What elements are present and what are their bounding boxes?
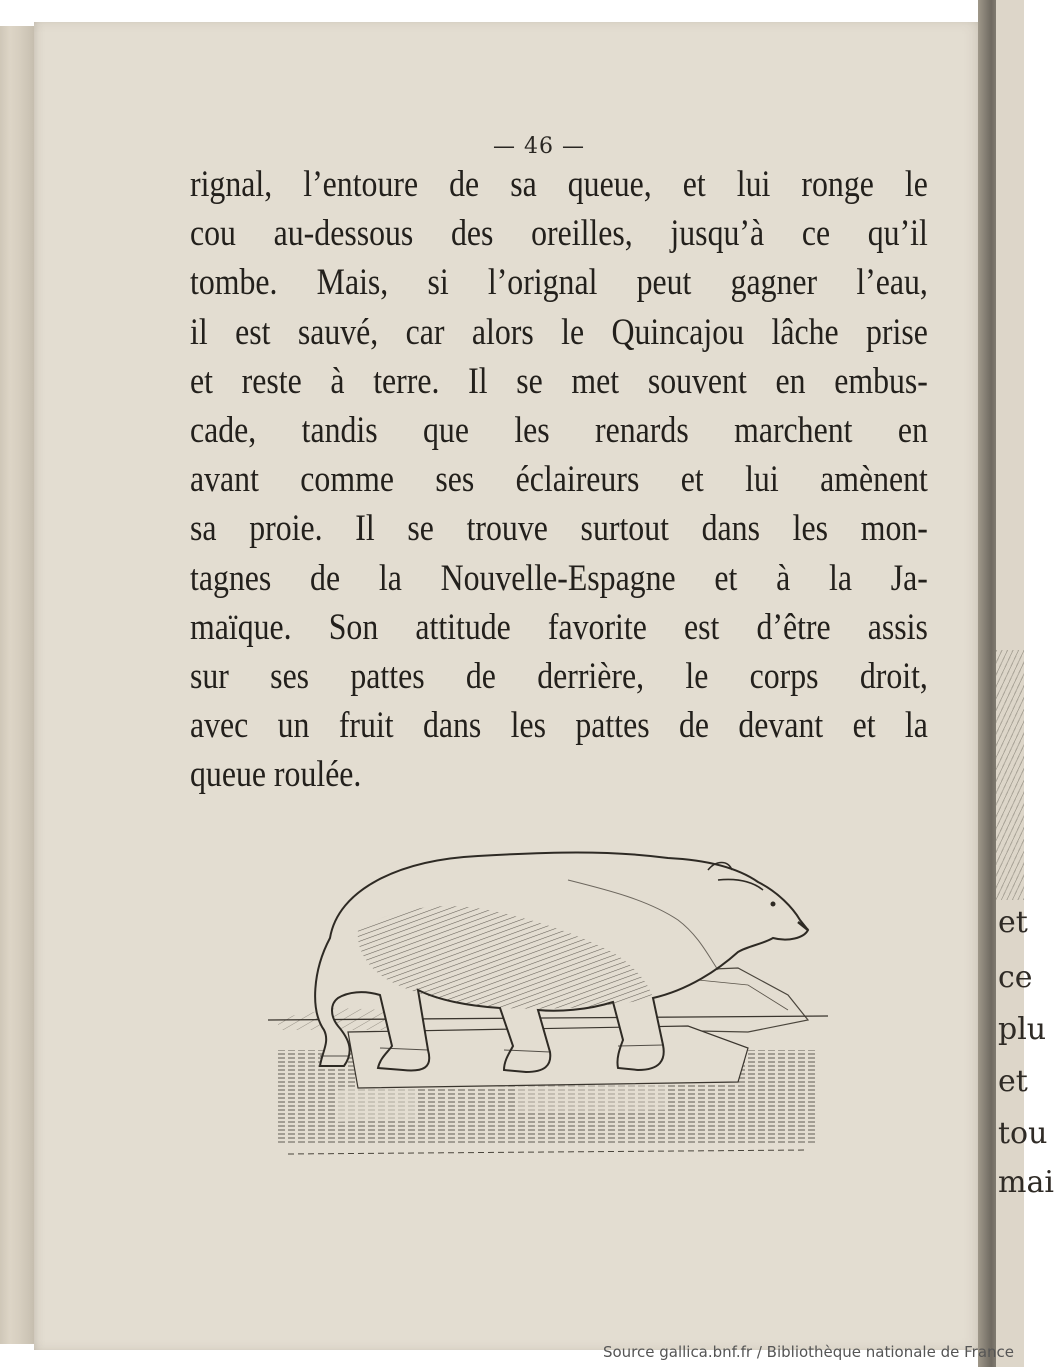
next-page-fragment: ce: [998, 960, 1033, 995]
text-line: et reste à terre. Il se met souvent en embus-: [190, 360, 928, 402]
body-text: [190, 160, 928, 800]
page-number: — 46 —: [493, 134, 585, 159]
source-attribution: Source gallica.bnf.fr / Bibliothèque nationale de France: [602, 1343, 1014, 1361]
text-line: cou au-dessous des oreilles, jusqu’à ce qu’il: [190, 213, 928, 255]
text-line: rignal, l’entoure de sa queue, et lui ronge le: [190, 164, 928, 205]
next-page-fragment: tou: [998, 1116, 1048, 1151]
next-page-fragment: plu: [998, 1012, 1047, 1047]
text-line: cade, tandis que les renards marchent en: [190, 410, 928, 452]
text-line: il est sauvé, car alors le Quincajou lâche prise: [190, 311, 928, 353]
text-line: avec un fruit dans les pattes de devant et la: [190, 705, 928, 747]
next-page-fragment: et: [998, 1064, 1028, 1099]
text-line: avant comme ses éclaireurs et lui amènent: [190, 459, 928, 501]
next-page-edge: [996, 0, 1054, 1367]
next-page-fragment: mai: [998, 1165, 1054, 1200]
next-page-engraving: [996, 650, 1024, 900]
next-page-fragment: et: [998, 905, 1028, 940]
text-line: sur ses pattes de derrière, le corps droit,: [190, 656, 928, 698]
text-line: queue roulée.: [190, 754, 362, 796]
polar-bear-engraving: [268, 820, 828, 1170]
text-line: tombe. Mais, si l’orignal peut gagner l’eau,: [190, 262, 928, 304]
text-line: tagnes de la Nouvelle-Espagne et à la Ja-: [190, 557, 928, 599]
text-line: sa proie. Il se trouve surtout dans les mon-: [190, 508, 928, 550]
text-line: maïque. Son attitude favorite est d’être assis: [190, 606, 928, 648]
